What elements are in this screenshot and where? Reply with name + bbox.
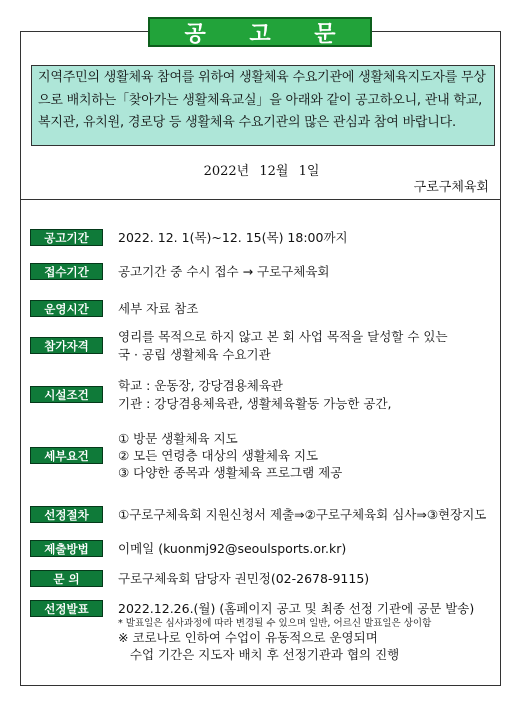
covid-notice-line-2: 수업 기간은 지도자 배치 후 선정기관과 협의 진행 bbox=[118, 647, 400, 662]
value-facility-line-2: 기관 : 강당겸용체육관, 생활체육활동 가능한 공간, bbox=[118, 396, 392, 411]
value-submission-method: 이메일 (kuonmj92@seoulsports.or.kr) bbox=[118, 541, 347, 556]
value-facility-line-1: 학교 : 운동장, 강당겸용체육관 bbox=[118, 378, 284, 393]
label-submission-method: 제출방법 bbox=[30, 540, 103, 557]
label-operating-hours: 운영시간 bbox=[30, 300, 103, 317]
divider bbox=[20, 199, 501, 200]
value-inquiry: 구로구체육회 담당자 권민정(02-2678-9115) bbox=[118, 571, 370, 586]
organization-name: 구로구체육회 bbox=[413, 180, 489, 195]
value-reception-period: 공고기간 중 수시 접수 → 구로구체육회 bbox=[118, 264, 330, 279]
notice-title: 공 고 문 bbox=[148, 17, 372, 47]
value-selection-procedure: ①구로구체육회 지원신청서 제출⇒②구로구체육회 심사⇒③현장지도 bbox=[118, 507, 487, 522]
label-eligibility: 참가자격 bbox=[30, 337, 103, 354]
value-eligibility-line-1: 영리를 목적으로 하지 않고 본 회 사업 목적을 달성할 수 있는 bbox=[118, 329, 448, 344]
label-selection-announcement: 선정발표 bbox=[30, 600, 103, 617]
intro-paragraph: 지역주민의 생활체육 참여를 위하여 생활체육 수요기관에 생활체육지도자를 무상으로 배치하는「찾아가는 생활체육교실」을 아래와 같이 공고하오니, 관내 학교, 복지관, 유치원, 경로당 등 생활체육 수요기관의 많은 관심과 참여 바랍니다. bbox=[31, 65, 495, 146]
label-announcement-period: 공고기간 bbox=[30, 229, 103, 246]
value-requirement-2: ② 모든 연령층 대상의 생활체육 지도 bbox=[118, 448, 319, 463]
value-requirement-3: ③ 다양한 종목과 생활체육 프로그램 제공 bbox=[118, 465, 343, 480]
label-inquiry: 문 의 bbox=[30, 570, 103, 587]
label-selection-procedure: 선정절차 bbox=[30, 506, 103, 523]
announcement-note: * 발표일은 심사과정에 따라 변경될 수 있으며 일반, 어르신 발표일은 상이함 bbox=[118, 618, 432, 629]
label-facility-conditions: 시설조건 bbox=[30, 386, 103, 403]
value-operating-hours: 세부 자료 참조 bbox=[118, 301, 199, 316]
label-reception-period: 접수기간 bbox=[30, 263, 103, 280]
value-announcement-period: 2022. 12. 1(목)~12. 15(목) 18:00까지 bbox=[118, 230, 348, 245]
covid-notice-line-1: ※ 코로나로 인하여 수업이 유동적으로 운영되며 bbox=[118, 630, 378, 645]
label-detailed-requirements: 세부요건 bbox=[30, 447, 103, 464]
value-requirement-1: ① 방문 생활체육 지도 bbox=[118, 431, 238, 446]
value-eligibility-line-2: 국 · 공립 생활체육 수요기관 bbox=[118, 347, 271, 362]
notice-date: 2022년 12월 1일 bbox=[203, 164, 320, 179]
value-selection-announcement: 2022.12.26.(월) (홈페이지 공고 및 최종 선정 기관에 공문 발송) bbox=[118, 601, 475, 616]
